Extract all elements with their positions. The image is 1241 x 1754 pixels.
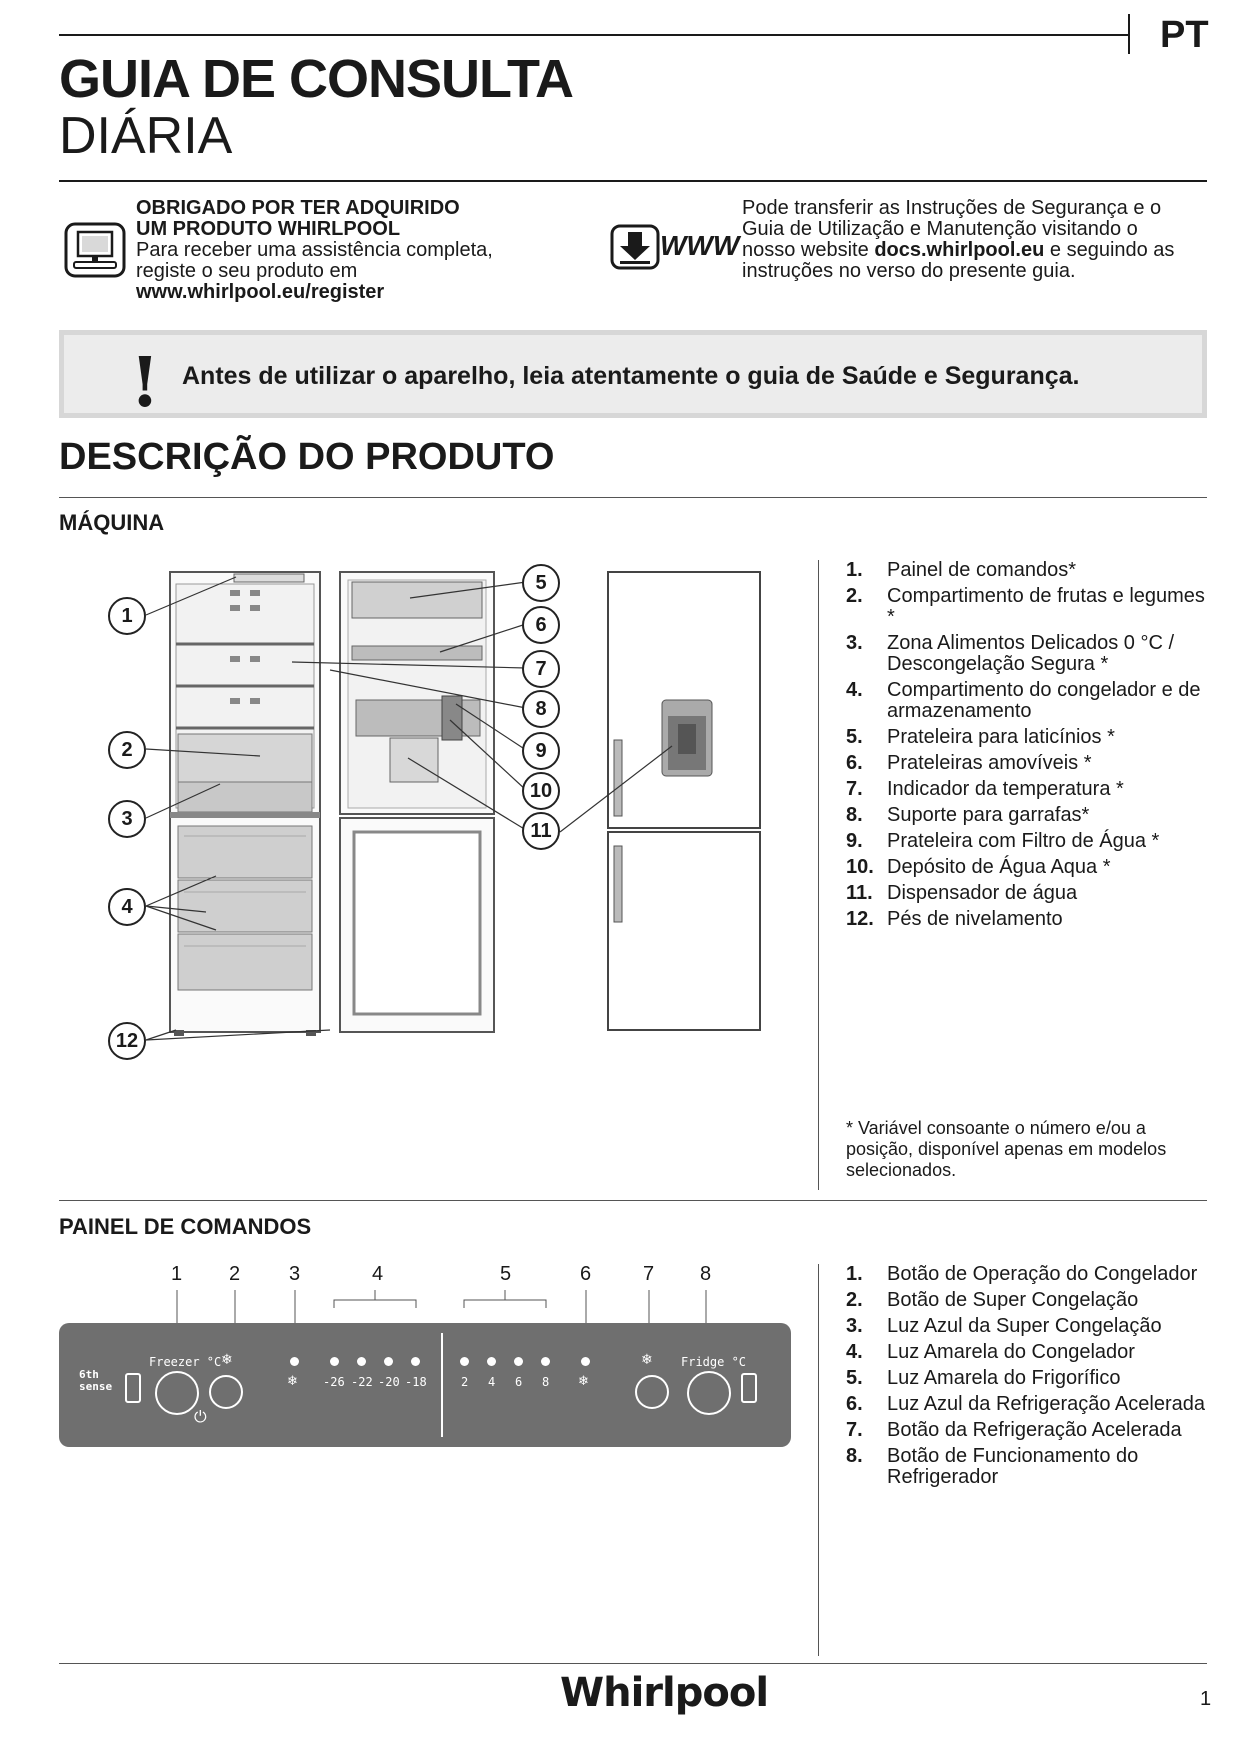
fridge-display-icon bbox=[741, 1373, 757, 1403]
fast-cool-icon: ❄ bbox=[641, 1351, 653, 1367]
freezer-knob[interactable] bbox=[155, 1371, 199, 1415]
register-text-line2: registe o seu produto em bbox=[136, 260, 358, 282]
page-title: GUIA DE CONSULTA bbox=[59, 49, 573, 109]
docs-text-post: e seguindo as bbox=[1049, 239, 1175, 261]
fast-cool-light bbox=[581, 1357, 590, 1366]
list-item: 5. Luz Amarela do Frigorífico bbox=[846, 1367, 1121, 1389]
fridge-temp-3: 6 bbox=[515, 1375, 523, 1389]
footnote: * Variável consoante o número e/ou a posição, disponível apenas em modelos selecionados. bbox=[846, 1118, 1167, 1180]
panel-number-4: 4 bbox=[372, 1263, 384, 1285]
fridge-temp-4: 8 bbox=[542, 1375, 550, 1389]
freezer-temp-3: -20 bbox=[378, 1375, 400, 1389]
freezer-display-icon bbox=[125, 1373, 141, 1403]
top-rule-tick bbox=[1128, 14, 1130, 54]
list-item: 9. Prateleira com Filtro de Água * bbox=[846, 830, 1160, 852]
www-label: WWW bbox=[660, 230, 740, 261]
list-item: 8. Suporte para garrafas* bbox=[846, 804, 1090, 826]
fast-cool-knob[interactable] bbox=[635, 1375, 669, 1409]
docs-text-line2: Guia de Utilização e Manutenção visitando o bbox=[742, 218, 1138, 240]
docs-text-line4: instruções no verso do presente guia. bbox=[742, 260, 1076, 282]
callout-12: 12 bbox=[108, 1022, 146, 1060]
panel-number-1: 1 bbox=[171, 1263, 183, 1285]
brand-logo: Whirlpool bbox=[560, 1670, 769, 1716]
panel-number-3: 3 bbox=[289, 1263, 301, 1285]
language-code: PT bbox=[1160, 14, 1209, 56]
callout-10: 10 bbox=[522, 772, 560, 810]
fast-cool-light-icon: ❄ bbox=[578, 1373, 589, 1388]
sense-logo: 6th sense bbox=[79, 1368, 113, 1393]
fridge-temp-2: 4 bbox=[488, 1375, 496, 1389]
machine-title: MÁQUINA bbox=[59, 510, 165, 535]
callout-1: 1 bbox=[108, 597, 146, 635]
super-freeze-light-icon: ❄ bbox=[287, 1373, 298, 1388]
freezer-light-3 bbox=[384, 1357, 393, 1366]
fridge-temp-1: 2 bbox=[461, 1375, 469, 1389]
list-item: 11. Dispensador de água bbox=[846, 882, 1078, 904]
freezer-temp-4: -18 bbox=[405, 1375, 427, 1389]
fridge-light-3 bbox=[514, 1357, 523, 1366]
section-rule-controls bbox=[59, 1200, 1207, 1201]
warning-text: Antes de utilizar o aparelho, leia atentamente o guia de Saúde e Segurança. bbox=[182, 362, 1080, 390]
freezer-light-2 bbox=[357, 1357, 366, 1366]
control-panel-list bbox=[846, 1264, 1226, 1493]
list-item: 3. Zona Alimentos Delicados 0 °C / Descongelação Segura * bbox=[846, 632, 1175, 675]
list-item: 10. Depósito de Água Aqua * bbox=[846, 856, 1111, 878]
register-heading-line1: OBRIGADO POR TER ADQUIRIDO bbox=[136, 197, 460, 219]
callout-5: 5 bbox=[522, 564, 560, 602]
list-item: 7. Botão da Refrigeração Acelerada bbox=[846, 1419, 1182, 1441]
docs-text-line1: Pode transferir as Instruções de Segurança e o bbox=[742, 197, 1162, 219]
freezer-light-4 bbox=[411, 1357, 420, 1366]
column-divider-top bbox=[818, 560, 819, 1190]
register-heading-line2: UM PRODUTO WHIRLPOOL bbox=[136, 218, 401, 240]
freezer-temp-1: -26 bbox=[323, 1375, 345, 1389]
callout-6: 6 bbox=[522, 606, 560, 644]
callout-7: 7 bbox=[522, 650, 560, 688]
callout-8: 8 bbox=[522, 690, 560, 728]
page-number: 1 bbox=[1200, 1688, 1212, 1710]
fridge-knob[interactable] bbox=[687, 1371, 731, 1415]
exclamation-icon: ! bbox=[130, 343, 160, 423]
freezer-temp-2: -22 bbox=[351, 1375, 373, 1389]
column-divider-bottom bbox=[818, 1264, 819, 1656]
docs-info bbox=[742, 198, 1212, 282]
callout-11: 11 bbox=[522, 812, 560, 850]
callout-2: 2 bbox=[108, 731, 146, 769]
register-text-line1: Para receber uma assistência completa, bbox=[136, 239, 493, 261]
list-item: 2. Compartimento de frutas e legumes * bbox=[846, 585, 1205, 628]
list-item: 8. Botão de Funcionamento do Refrigerador bbox=[846, 1445, 1139, 1488]
snowflake-thermometer-icon: ❄ bbox=[221, 1351, 233, 1367]
freezer-label: Freezer °C bbox=[149, 1355, 222, 1369]
control-panel-title: PAINEL DE COMANDOS bbox=[59, 1214, 312, 1239]
footer-rule bbox=[59, 1663, 1207, 1664]
callout-3: 3 bbox=[108, 800, 146, 838]
docs-text-pre: nosso website bbox=[742, 239, 869, 261]
docs-url-link[interactable]: docs.whirlpool.eu bbox=[874, 239, 1045, 261]
control-panel-illustration bbox=[59, 1323, 791, 1447]
list-item: 2. Botão de Super Congelação bbox=[846, 1289, 1139, 1311]
list-item: 4. Luz Amarela do Congelador bbox=[846, 1341, 1135, 1363]
panel-number-6: 6 bbox=[580, 1263, 592, 1285]
power-icon: ⏻ bbox=[194, 1409, 207, 1426]
list-item: 6. Luz Azul da Refrigeração Acelerada bbox=[846, 1393, 1205, 1415]
list-item: 1. Painel de comandos* bbox=[846, 559, 1077, 581]
super-freeze-light bbox=[290, 1357, 299, 1366]
callout-9: 9 bbox=[522, 732, 560, 770]
fridge-light-1 bbox=[460, 1357, 469, 1366]
register-url-link[interactable]: www.whirlpool.eu/register bbox=[136, 281, 385, 303]
machine-parts-list bbox=[846, 560, 1216, 935]
super-freeze-knob[interactable] bbox=[209, 1375, 243, 1409]
panel-divider bbox=[441, 1333, 443, 1437]
list-item: 1. Botão de Operação do Congelador bbox=[846, 1263, 1198, 1285]
list-item: 6. Prateleiras amovíveis * bbox=[846, 752, 1092, 774]
panel-number-5: 5 bbox=[500, 1263, 512, 1285]
list-item: 7. Indicador da temperatura * bbox=[846, 778, 1124, 800]
panel-number-8: 8 bbox=[700, 1263, 712, 1285]
page-subtitle: DIÁRIA bbox=[59, 107, 233, 165]
docs-text-line3 bbox=[742, 240, 1212, 261]
section-title-product: DESCRIÇÃO DO PRODUTO bbox=[59, 436, 555, 478]
fridge-label: Fridge °C bbox=[681, 1355, 747, 1369]
list-item: 3. Luz Azul da Super Congelação bbox=[846, 1315, 1162, 1337]
freezer-light-1 bbox=[330, 1357, 339, 1366]
list-item: 4. Compartimento do congelador e de armazenamento bbox=[846, 679, 1201, 722]
fridge-light-4 bbox=[541, 1357, 550, 1366]
panel-number-2: 2 bbox=[229, 1263, 241, 1285]
list-item: 5. Prateleira para laticínios * bbox=[846, 726, 1115, 748]
list-item: 12. Pés de nivelamento bbox=[846, 908, 1063, 930]
fridge-light-2 bbox=[487, 1357, 496, 1366]
callout-4: 4 bbox=[108, 888, 146, 926]
panel-number-7: 7 bbox=[643, 1263, 655, 1285]
